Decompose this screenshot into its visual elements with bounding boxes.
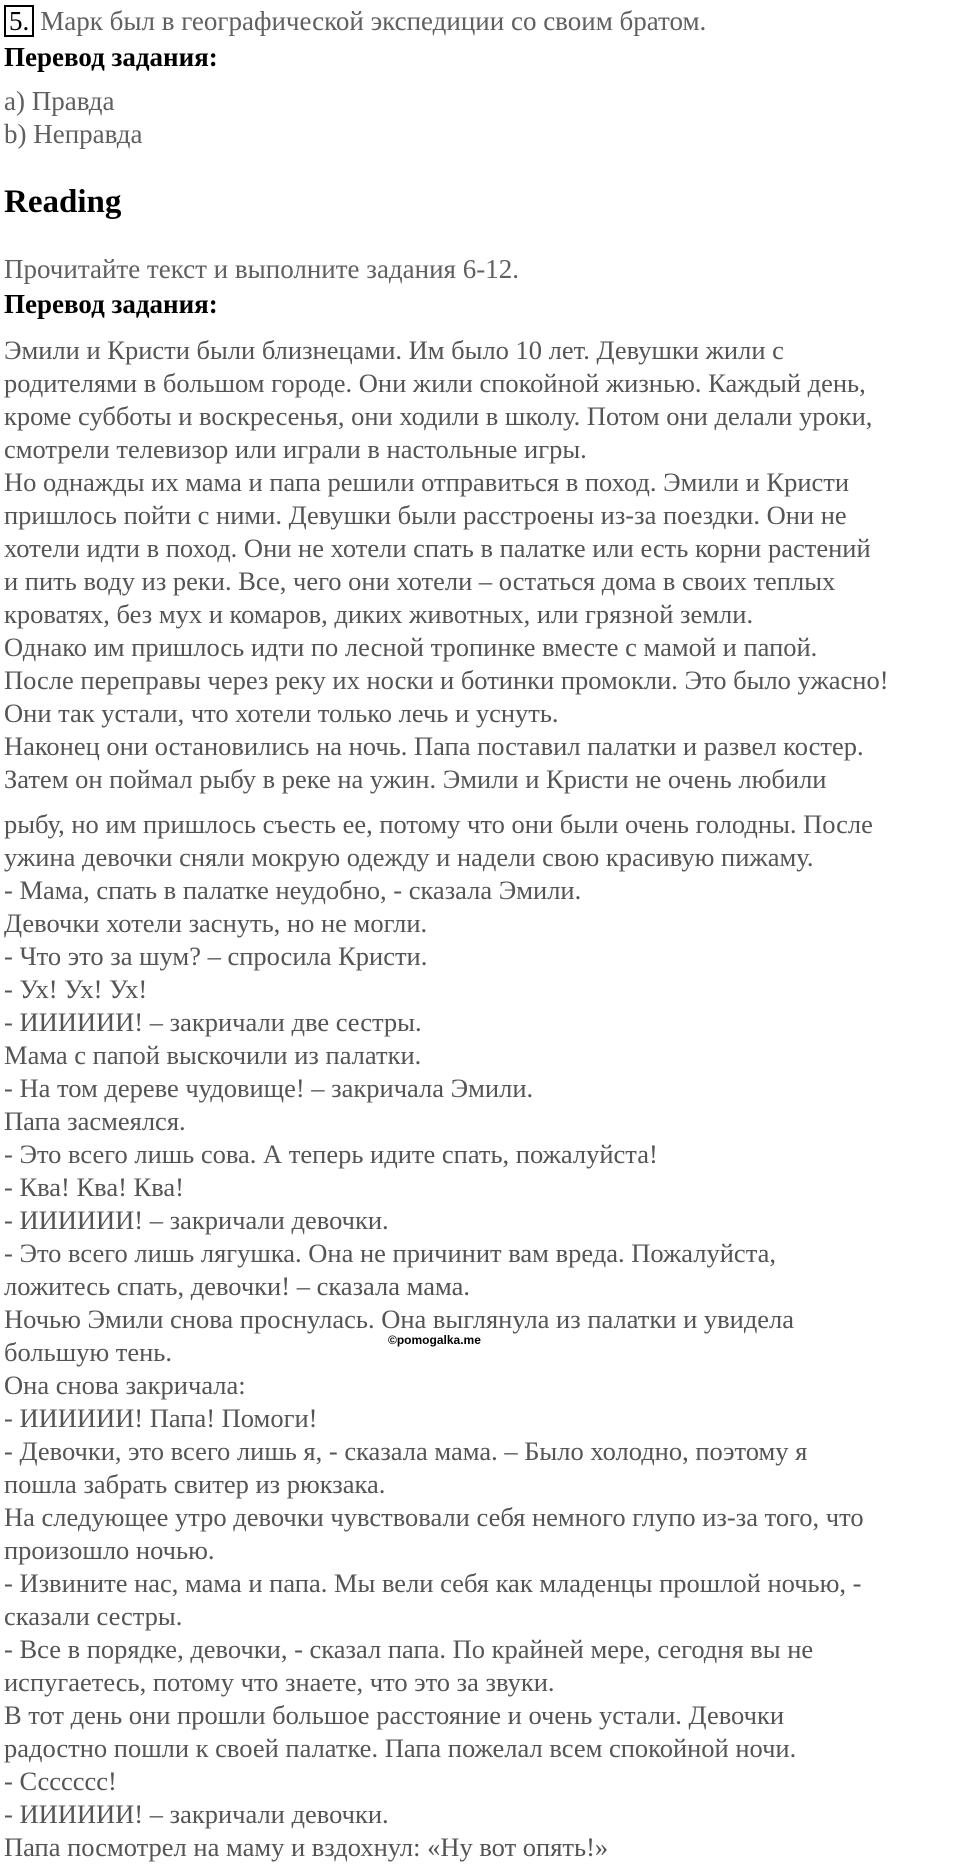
story-line: Затем он поймал рыбу в реке на ужин. Эмили и Кристи не очень любили [4, 764, 827, 794]
story-line: - Извините нас, мама и папа. Мы вели себя как младенцы прошлой ночью, - [4, 1568, 862, 1598]
story-line: Но однажды их мама и папа решили отправиться в поход. Эмили и Кристи [4, 467, 850, 497]
story-line: Однако им пришлось идти по лесной тропинке вместе с мамой и папой. [4, 632, 818, 662]
story-line: На следующее утро девочки чувствовали себя немного глупо из-за того, что [4, 1502, 864, 1532]
task-translation-label: Перевод задания: [4, 42, 218, 72]
story-line: - ИИИИИИ! – закричали девочки. [4, 1799, 389, 1829]
task-statement-line [4, 4, 706, 38]
story-line: сказали сестры. [4, 1601, 183, 1631]
story-line: - На том дереве чудовище! – закричала Эмили. [4, 1073, 534, 1103]
story-line: большую тень. [4, 1337, 173, 1367]
story-line: - Ква! Ква! Ква! [4, 1172, 184, 1202]
task-statement: Марк был в географической экспедиции со своим братом. [40, 6, 707, 36]
story-line: Девочки хотели заснуть, но не могли. [4, 908, 428, 938]
option-true: a) Правда [4, 86, 115, 116]
story-line: рыбу, но им пришлось съесть ее, потому что они были очень голодны. После [4, 809, 873, 839]
story-line: кроме субботы и воскресенья, они ходили в школу. Потом они делали уроки, [4, 401, 873, 431]
watermark: ©pomogalka.me [388, 1333, 481, 1347]
story-line: Папа посмотрел на маму и вздохнул: «Ну вот опять!» [4, 1832, 609, 1862]
story-line: - Это всего лишь лягушка. Она не причинит вам вреда. Пожалуйста, [4, 1238, 776, 1268]
story-line: - Ух! Ух! Ух! [4, 974, 148, 1004]
story-line: и пить воду из реки. Все, чего они хотели – остаться дома в своих теплых [4, 566, 836, 596]
story-line: - ИИИИИИ! Папа! Помоги! [4, 1403, 318, 1433]
story-line: Они так устали, что хотели только лечь и уснуть. [4, 698, 559, 728]
reading-translation-label: Перевод задания: [4, 289, 218, 319]
story-line: Наконец они остановились на ночь. Папа поставил палатки и развел костер. [4, 731, 864, 761]
story-line: хотели идти в поход. Они не хотели спать в палатке или есть корни растений [4, 533, 871, 563]
story-part-2 [4, 808, 958, 1864]
story-line: произошло ночью. [4, 1535, 215, 1565]
story-line: В тот день они прошли большое расстояние и очень устали. Девочки [4, 1700, 785, 1730]
story-line: Мама с папой выскочили из палатки. [4, 1040, 422, 1070]
section-heading: Reading [4, 184, 122, 220]
story-line: Она снова закричала: [4, 1370, 246, 1400]
story-line: - Что это за шум? – спросила Кристи. [4, 941, 428, 971]
story-line: испугаетесь, потому что знаете, что это за звуки. [4, 1667, 555, 1697]
story-line: - Это всего лишь сова. А теперь идите спать, пожалуйста! [4, 1139, 658, 1169]
story-line: - Девочки, это всего лишь я, - сказала мама. – Было холодно, поэтому я [4, 1436, 808, 1466]
task-number: 5. [4, 5, 34, 37]
story-line: Эмили и Кристи были близнецами. Им было 10 лет. Девушки жили с [4, 335, 784, 365]
story-line: ложитесь спать, девочки! – сказала мама. [4, 1271, 470, 1301]
story-line: - Ссссссс! [4, 1766, 117, 1796]
story-line: кроватях, без мух и комаров, диких животных, или грязной земли. [4, 599, 754, 629]
story-line: - ИИИИИИ! – закричали две сестры. [4, 1007, 422, 1037]
story-line: родителями в большом городе. Они жили спокойной жизнью. Каждый день, [4, 368, 866, 398]
story-line: - Мама, спать в палатке неудобно, - сказала Эмили. [4, 875, 582, 905]
story-part-1 [4, 334, 958, 796]
story-line: радостно пошли к своей палатке. Папа пожелал всем спокойной ночи. [4, 1733, 797, 1763]
story-line: пришлось пойти с ними. Девушки были расстроены из-за поездки. Они не [4, 500, 847, 530]
option-false: b) Неправда [4, 119, 143, 149]
story-line: - Все в порядке, девочки, - сказал папа. По крайней мере, сегодня вы не [4, 1634, 814, 1664]
story-line: пошла забрать свитер из рюкзака. [4, 1469, 386, 1499]
story-line: ужина девочки сняли мокрую одежду и надели свою красивую пижаму. [4, 842, 814, 872]
story-line: смотрели телевизор или играли в настольные игры. [4, 434, 587, 464]
story-line: Ночью Эмили снова проснулась. Она выглянула из палатки и увидела [4, 1304, 795, 1334]
reading-instruction: Прочитайте текст и выполните задания 6-12. [4, 254, 519, 284]
story-line: Папа засмеялся. [4, 1106, 186, 1136]
story-line: После переправы через реку их носки и ботинки промокли. Это было ужасно! [4, 665, 889, 695]
story-line: - ИИИИИИ! – закричали девочки. [4, 1205, 389, 1235]
